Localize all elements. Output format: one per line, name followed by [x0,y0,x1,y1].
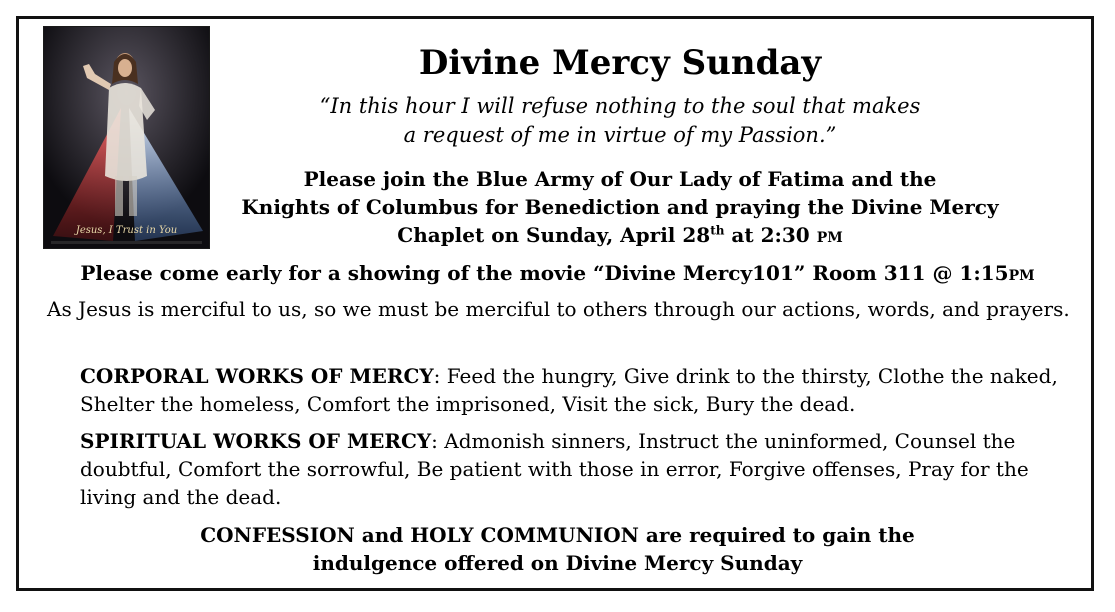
divine-mercy-image [43,26,210,249]
movie-announcement [30,258,1085,288]
invitation-time: at 2:30 [724,223,817,247]
closing-note [180,521,935,577]
movie-announcement-text: Please come early for a showing of the movie “Divine Mercy101” Room 311 @ 1:15 [80,261,1009,285]
closing-line-2: indulgence offered on Divine Mercy Sunday [312,551,803,575]
quote [222,92,1018,150]
divine-mercy-painting [43,26,210,249]
invitation-line-3 [212,221,1028,249]
invitation-pm: pm [816,223,843,247]
invitation-line-2: Knights of Columbus for Benediction and praying the Divine Mercy [241,195,999,219]
invitation [212,165,1028,249]
closing-line-1: CONFESSION and HOLY COMMUNION are required to gain the [200,523,915,547]
date-ordinal-suffix: th [710,223,725,238]
spiritual-works-heading: SPIRITUAL WORKS OF MERCY [80,429,432,453]
spiritual-works [80,427,1070,511]
intro-paragraph: As Jesus is merciful to us, so we must be merciful to others through our actions, words, and prayers. [47,297,1070,321]
corporal-works-heading: CORPORAL WORKS OF MERCY [80,364,434,388]
movie-announcement-pm: pm [1008,261,1035,285]
corporal-works-body: : Feed the hungry, Give drink to the thirsty, Clothe the naked, Shelter the homeless, Comfort the imprisoned, Visit the sick, Bury the dead. [80,364,1058,416]
page-title: Divine Mercy Sunday [418,43,822,83]
invitation-date: Chaplet on Sunday, April 28 [397,223,711,247]
quote-line-2: a request of me in virtue of my Passion.” [403,123,837,147]
spiritual-works-body: : Admonish sinners, Instruct the uninformed, Counsel the doubtful, Comfort the sorrowful, Be patient with those in error, Forgive offenses, Pray for the living and the dead. [80,429,1029,509]
corporal-works [80,362,1070,418]
picture-fineprint [51,241,202,244]
quote-line-1: “In this hour I will refuse nothing to the soul that makes [319,94,921,118]
invitation-line-1: Please join the Blue Army of Our Lady of Fatima and the [303,167,937,191]
picture-caption: Jesus, I Trust in You [75,225,178,236]
